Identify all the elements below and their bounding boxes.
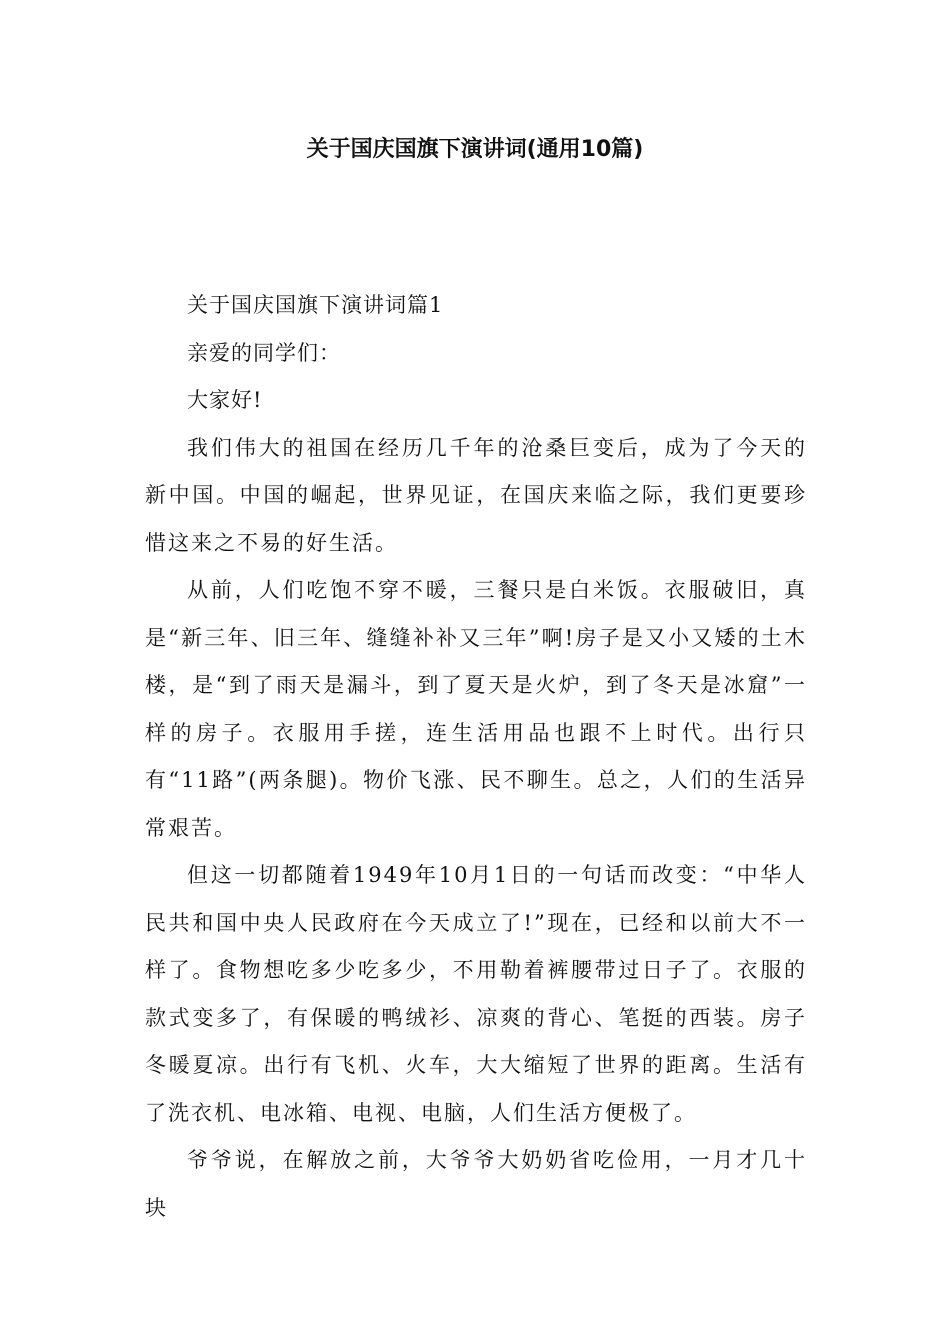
document-title: 关于国庆国旗下演讲词(通用10篇) <box>306 137 644 162</box>
paragraph-4: 爷爷说，在解放之前，大爷爷大奶奶省吃俭用，一月才几十块 <box>145 1148 807 1220</box>
greeting-line: 亲爱的同学们： <box>187 340 341 365</box>
section-heading: 关于国庆国旗下演讲词篇1 <box>187 293 444 317</box>
paragraph-2: 从前，人们吃饱不穿不暖，三餐只是白米饭。衣服破旧，真是“新三年、旧三年、缝缝补补又三年”啊!房子是又小又矮的土木楼，是“到了雨天是漏斗，到了夏天是火炉，到了冬天是冰窟”一样的房子。衣服用手搓，连生活用品也跟不上时代。出行只有“11路”(两条腿)。物价飞涨、民不聊生。总之，人们的生活异常艰苦。 <box>145 578 807 840</box>
paragraph-1: 我们伟大的祖国在经历几千年的沧桑巨变后，成为了今天的新中国。中国的崛起，世界见证，在国庆来临之际，我们更要珍惜这来之不易的好生活。 <box>145 435 807 555</box>
paragraph-3: 但这一切都随着1949年10月1日的一句话而改变：“中华人民共和国中央人民政府在今天成立了!”现在，已经和以前大不一样了。食物想吃多少吃多少，不用勒着裤腰带过日子了。衣服的款式变多了，有保暖的鸭绒衫、凉爽的背心、笔挺的西装。房子冬暖夏凉。出行有飞机、火车，大大缩短了世界的距离。生活有了洗衣机、电冰箱、电视、电脑，人们生活方便极了。 <box>145 863 807 1125</box>
salutation-line: 大家好! <box>187 388 263 412</box>
document-body <box>145 282 807 1232</box>
